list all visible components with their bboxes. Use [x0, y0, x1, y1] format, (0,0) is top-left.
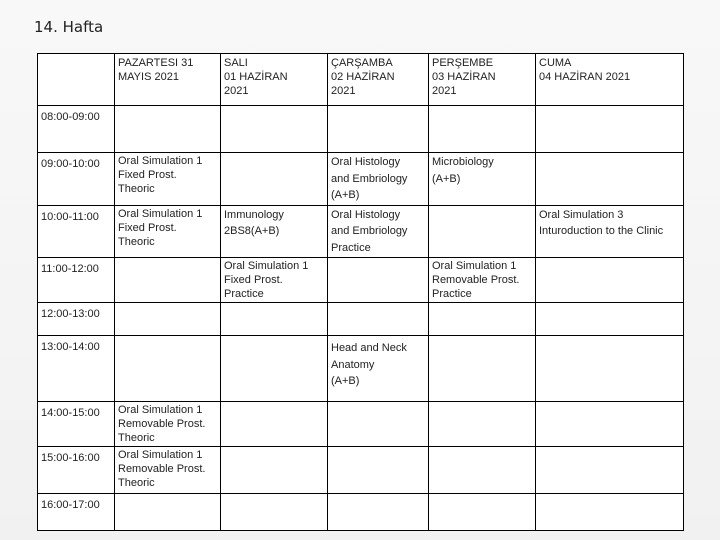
time-row: [38, 153, 684, 206]
time-slot-1300: 13:00-14:00: [38, 336, 115, 402]
cell-mon-1100: [115, 258, 221, 303]
time-row: [38, 336, 684, 402]
event-tue-1000: Immunology 2BS8(A+B): [221, 205, 328, 258]
cell-wed-0800: [328, 106, 429, 153]
time-slot-0900: 09:00-10:00: [38, 153, 115, 206]
cell-tue-1200: [221, 303, 328, 336]
time-row: [38, 402, 684, 447]
time-slot-1000: 10:00-11:00: [38, 205, 115, 258]
cell-mon-1300: [115, 336, 221, 402]
cell-tue-1500: [221, 447, 328, 494]
time-slot-1200: 12:00-13:00: [38, 303, 115, 336]
event-wed-1300: Head and Neck Anatomy (A+B): [328, 336, 429, 402]
cell-thu-1600: [429, 494, 536, 531]
day-header-friday: CUMA 04 HAZİRAN 2021: [536, 54, 684, 106]
cell-thu-1200: [429, 303, 536, 336]
time-row: [38, 494, 684, 531]
cell-wed-1400: [328, 402, 429, 447]
event-mon-1000: Oral Simulation 1 Fixed Prost. Theoric: [115, 205, 221, 258]
cell-fri-1500: [536, 447, 684, 494]
time-row: [38, 258, 684, 303]
cell-thu-1000: [429, 205, 536, 258]
time-slot-0800: 08:00-09:00: [38, 106, 115, 153]
event-tue-1100: Oral Simulation 1 Fixed Prost. Practice: [221, 258, 328, 303]
cell-mon-1200: [115, 303, 221, 336]
cell-mon-0800: [115, 106, 221, 153]
cell-thu-1400: [429, 402, 536, 447]
cell-tue-1600: [221, 494, 328, 531]
cell-fri-0900: [536, 153, 684, 206]
cell-wed-1500: [328, 447, 429, 494]
corner-cell: [38, 54, 115, 106]
event-thu-0900: Microbiology (A+B): [429, 153, 536, 206]
event-thu-1100: Oral Simulation 1 Removable Prost. Practice: [429, 258, 536, 303]
cell-mon-1600: [115, 494, 221, 531]
event-mon-1400: Oral Simulation 1 Removable Prost. Theoric: [115, 402, 221, 447]
page-title: 14. Hafta: [34, 18, 104, 36]
cell-thu-0800: [429, 106, 536, 153]
event-mon-0900: Oral Simulation 1 Fixed Prost. Theoric: [115, 153, 221, 206]
cell-thu-1300: [429, 336, 536, 402]
cell-fri-1400: [536, 402, 684, 447]
cell-fri-0800: [536, 106, 684, 153]
cell-thu-1500: [429, 447, 536, 494]
cell-tue-0800: [221, 106, 328, 153]
time-slot-1600: 16:00-17:00: [38, 494, 115, 531]
day-header-tuesday: SALI 01 HAZİRAN 2021: [221, 54, 328, 106]
time-slot-1400: 14:00-15:00: [38, 402, 115, 447]
weekly-schedule-table: [37, 53, 684, 531]
cell-fri-1600: [536, 494, 684, 531]
cell-fri-1100: [536, 258, 684, 303]
time-row: [38, 106, 684, 153]
event-wed-0900: Oral Histology and Embriology (A+B): [328, 153, 429, 206]
cell-wed-1200: [328, 303, 429, 336]
time-row: [38, 447, 684, 494]
day-header-wednesday: ÇARŞAMBA 02 HAZİRAN 2021: [328, 54, 429, 106]
event-fri-1000: Oral Simulation 3 Inturoduction to the Clinic: [536, 205, 684, 258]
cell-tue-1400: [221, 402, 328, 447]
day-header-monday: PAZARTESI 31 MAYIS 2021: [115, 54, 221, 106]
cell-wed-1600: [328, 494, 429, 531]
time-row: [38, 303, 684, 336]
event-wed-1000: Oral Histology and Embriology Practice: [328, 205, 429, 258]
cell-fri-1200: [536, 303, 684, 336]
header-row: [38, 54, 684, 106]
day-header-thursday: PERŞEMBE 03 HAZİRAN 2021: [429, 54, 536, 106]
cell-wed-1100: [328, 258, 429, 303]
cell-fri-1300: [536, 336, 684, 402]
time-slot-1100: 11:00-12:00: [38, 258, 115, 303]
event-mon-1500: Oral Simulation 1 Removable Prost. Theoric: [115, 447, 221, 494]
cell-tue-0900: [221, 153, 328, 206]
time-slot-1500: 15:00-16:00: [38, 447, 115, 494]
time-row: [38, 205, 684, 258]
cell-tue-1300: [221, 336, 328, 402]
